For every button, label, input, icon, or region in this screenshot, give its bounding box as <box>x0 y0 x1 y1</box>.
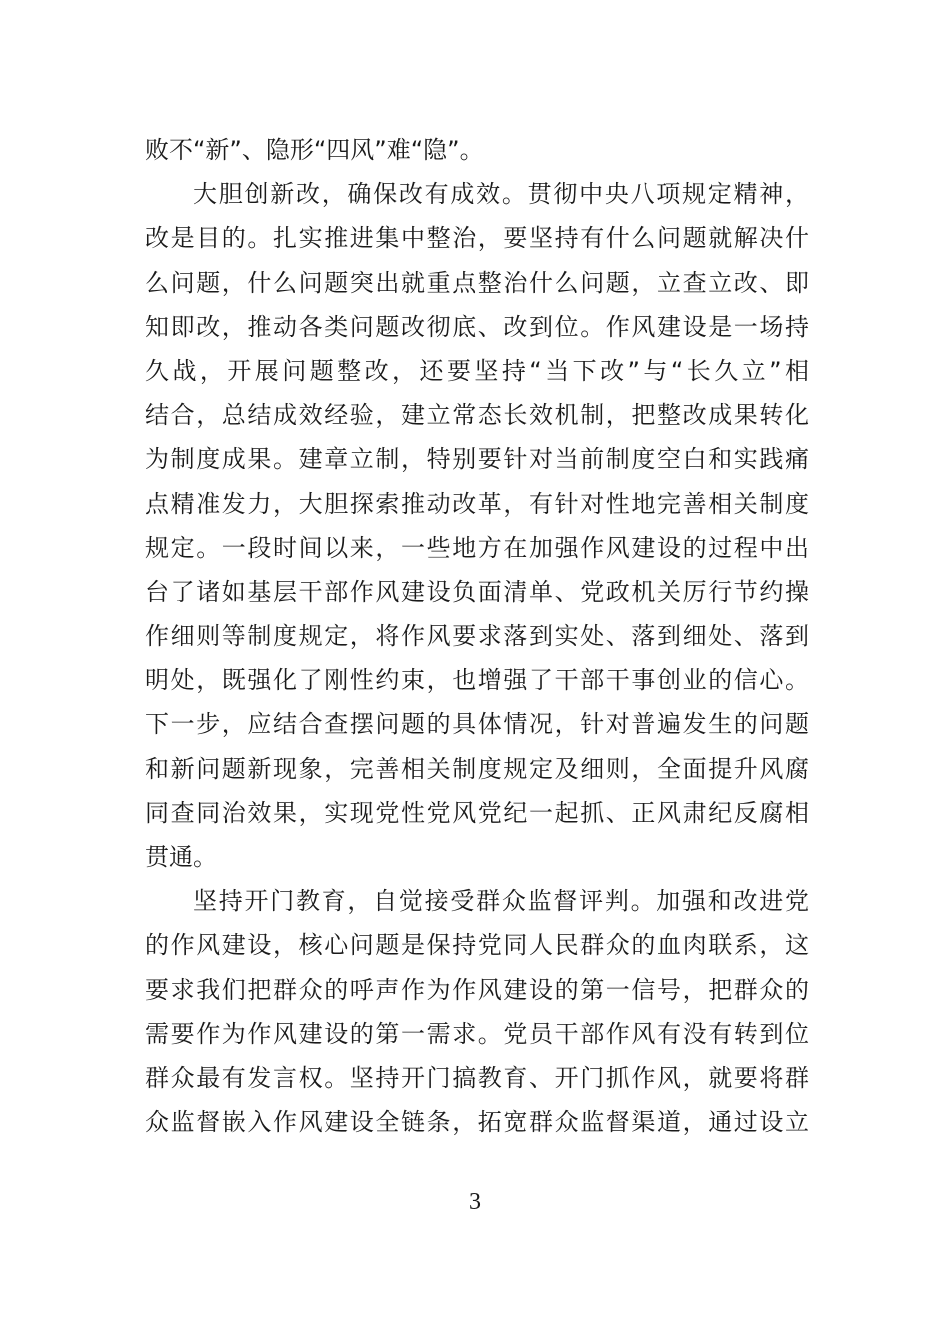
paragraph-reform-innovation <box>145 172 809 879</box>
text-line: 的作风建设，核心问题是保持党同人民群众的血肉联系，这 <box>145 931 809 960</box>
text-line: 和新问题新现象，完善相关制度规定及细则，全面提升风腐 <box>145 754 809 783</box>
text-line: 大胆创新改，确保改有成效。贯彻中央八项规定精神， <box>193 180 809 209</box>
text-line: 败不“新”、隐形“四风”难“隐”。 <box>145 136 484 164</box>
text-line: 需要作为作风建设的第一需求。党员干部作风有没有转到位 <box>145 1019 809 1048</box>
paragraph-continuation <box>145 128 809 172</box>
text-line: 台了诸如基层干部作风建设负面清单、党政机关厉行节约操 <box>145 577 809 606</box>
text-line: 么问题，什么问题突出就重点整治什么问题，立查立改、即 <box>145 268 809 297</box>
text-line: 点精准发力，大胆探索推动改革，有针对性地完善相关制度 <box>145 489 809 518</box>
text-line: 久战，开展问题整改，还要坚持“当下改”与“长久立”相 <box>145 356 809 385</box>
text-line: 为制度成果。建章立制，特别要针对当前制度空白和实践痛 <box>145 445 809 474</box>
body-text <box>145 128 809 1144</box>
text-line: 作细则等制度规定，将作风要求落到实处、落到细处、落到 <box>145 622 809 651</box>
text-line: 知即改，推动各类问题改彻底、改到位。作风建设是一场持 <box>145 312 809 341</box>
text-line: 坚持开门教育，自觉接受群众监督评判。加强和改进党 <box>193 887 809 916</box>
text-line: 规定。一段时间以来，一些地方在加强作风建设的过程中出 <box>145 533 809 562</box>
text-line: 下一步，应结合查摆问题的具体情况，针对普遍发生的问题 <box>145 710 809 739</box>
page-number: 3 <box>469 1189 481 1215</box>
text-line: 明处，既强化了刚性约束，也增强了干部干事创业的信心。 <box>145 666 809 695</box>
text-line: 同查同治效果，实现党性党风党纪一起抓、正风肃纪反腐相 <box>145 798 809 827</box>
text-line: 改是目的。扎实推进集中整治，要坚持有什么问题就解决什 <box>145 224 809 253</box>
text-line: 群众最有发言权。坚持开门搞教育、开门抓作风，就要将群 <box>145 1063 809 1092</box>
paragraph-open-education <box>145 879 809 1144</box>
text-line: 众监督嵌入作风建设全链条，拓宽群众监督渠道，通过设立 <box>145 1108 809 1137</box>
text-line: 贯通。 <box>145 843 217 871</box>
text-line: 要求我们把群众的呼声作为作风建设的第一信号，把群众的 <box>145 975 809 1004</box>
text-line: 结合，总结成效经验，建立常态长效机制，把整改成果转化 <box>145 401 809 430</box>
